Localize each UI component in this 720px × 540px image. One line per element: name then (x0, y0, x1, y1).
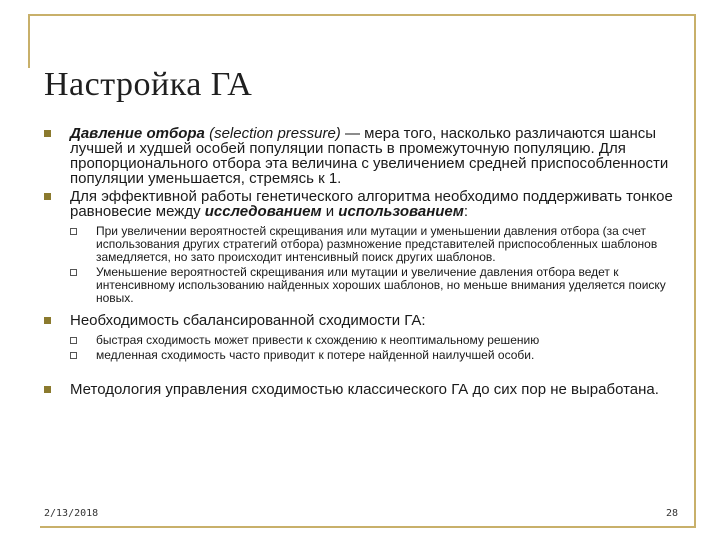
sub-bullet-text: Уменьшение вероятностей скрещивания или мутации и увеличение давления отбора ведет к интенсивному использованию найденных хороших шаблонов, но меньше внимания уделяется поиску новых. (96, 265, 666, 305)
bullet-text-colon: : (463, 203, 469, 220)
sub-bullet (44, 266, 684, 305)
bullet-text-connector: и (321, 203, 339, 220)
frame-left-line (28, 14, 30, 68)
hollow-square-bullet-icon (70, 269, 77, 276)
term-paren: (selection pressure) (204, 125, 341, 142)
frame-right-line (694, 14, 696, 526)
bullet-balance (44, 189, 684, 219)
bullet-selection-pressure (44, 126, 684, 186)
bullet-text: — мера того, насколько различаются шансы лучшей и худшей особей популяции попасть в промежуточную популяцию. Для пропорционального отбора эта величина с увеличением средней приспособленности популяции уменьшается, стремясь к 1. (70, 125, 669, 187)
sub-bullet-text: При увеличении вероятностей скрещивания или мутации и уменьшении давления отбора (за счет использования других стратегий отбора) размножение представителей приспособленных шаблонов замедляется, но зато происходит интенсивный поиск других шаблонов. (96, 224, 658, 264)
bullet-methodology (44, 382, 684, 397)
sub-bullet-text: медленная сходимость часто приводит к потере найденной наилучшей особи. (96, 348, 535, 362)
sub-bullet-text: быстрая сходимость может привести к схождению к неоптимальному решению (96, 333, 540, 347)
square-bullet-icon (44, 193, 51, 200)
sub-bullet (44, 349, 684, 362)
bullet-text: Для эффективной работы генетического алгоритма необходимо поддерживать тонкое равновесие между (70, 188, 673, 220)
frame-top-line (28, 14, 696, 16)
slide-title: Настройка ГА (44, 66, 253, 103)
slide-content (44, 126, 684, 397)
square-bullet-icon (44, 386, 51, 393)
term-exploration: исследованием (204, 203, 322, 220)
footer-date: 2/13/2018 (44, 508, 99, 519)
frame-bottom-line (40, 526, 696, 528)
page-number: 28 (666, 508, 679, 519)
sub-bullet (44, 225, 684, 264)
hollow-square-bullet-icon (70, 228, 77, 235)
sub-bullet (44, 334, 684, 347)
bullet-convergence (44, 313, 684, 328)
term-selection-pressure: Давление отбора (70, 125, 205, 142)
square-bullet-icon (44, 317, 51, 324)
hollow-square-bullet-icon (70, 337, 77, 344)
term-exploitation: использованием (338, 203, 464, 220)
square-bullet-icon (44, 130, 51, 137)
hollow-square-bullet-icon (70, 352, 77, 359)
bullet-text: Необходимость сбалансированной сходимости ГА: (70, 312, 426, 329)
bullet-text: Методология управления сходимостью классического ГА до сих пор не выработана. (70, 381, 659, 398)
